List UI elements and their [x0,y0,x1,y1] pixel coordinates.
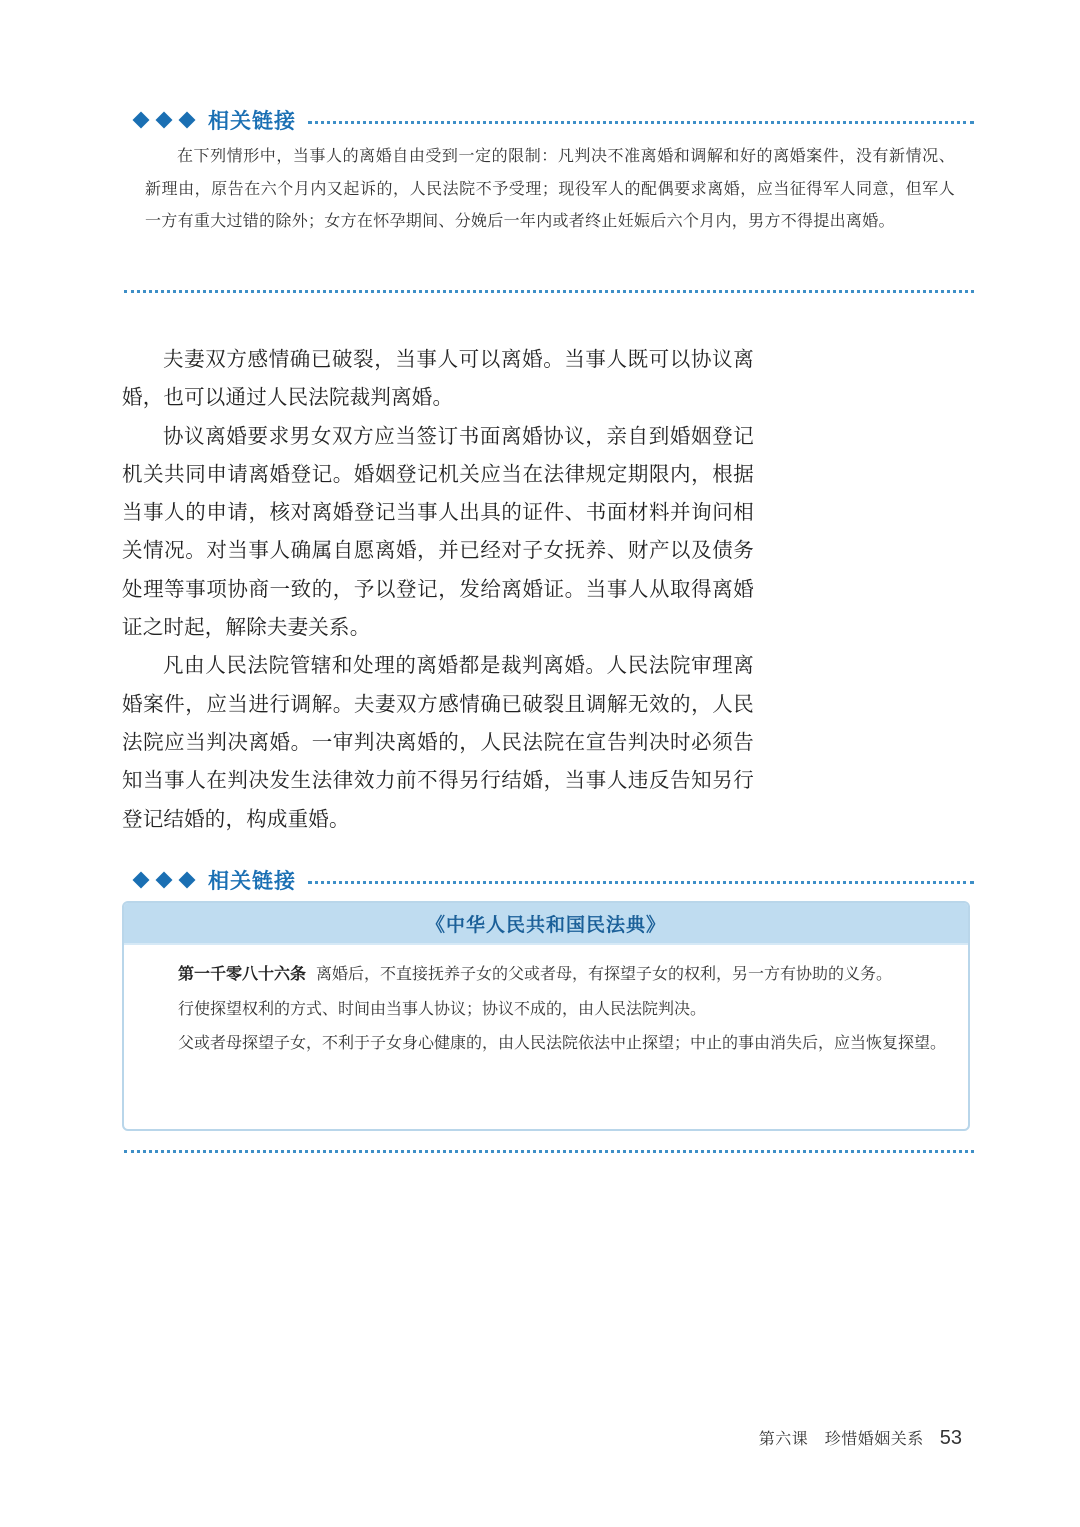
related-link-body-1 [145,140,955,238]
lesson-title: 第六课 珍惜婚姻关系 [758,1429,924,1448]
related-link-header-1 [132,105,974,135]
article-paragraph-2: 行使探望权利的方式、时间由当事人协议；协议不成的，由人民法院判决。 [178,998,707,1018]
main-paragraph-3: 凡由人民法院管辖和处理的离婚都是裁判离婚。人民法院审理离婚案件，应当进行调解。夫妻双方感情确已破裂且调解无效的，人民法院应当判决离婚。一审判决离婚的，人民法院在宣告判决时必须告知当事人在判决发生法律效力前不得另行结婚，当事人违反告知另行登记结婚的，构成重婚。 [122,653,754,831]
dotted-divider [308,121,974,124]
article-paragraph-3: 父或者母探望子女，不利于子女身心健康的，由人民法院依法中止探望；中止的事由消失后，应当恢复探望。 [178,1033,947,1052]
article-paragraph-1 [146,957,946,992]
civil-code-box-body [124,945,968,1061]
dotted-separator-1 [124,290,974,293]
related-link-header-2 [132,865,974,895]
related-link-title-1: 相关链接 [208,109,296,133]
diamond-bullets-icon [132,114,196,126]
main-text [122,340,754,838]
diamond-bullets-icon [132,874,196,886]
dotted-divider [308,881,974,884]
dotted-separator-2 [124,1150,974,1153]
related-link-title-2: 相关链接 [208,869,296,893]
article-text-1: 离婚后，不直接抚养子女的父或者母，有探望子女的权利，另一方有协助的义务。 [316,964,893,983]
civil-code-title: 《中华人民共和国民法典》 [425,913,666,936]
page-footer [759,1426,962,1450]
main-paragraph-2: 协议离婚要求男女双方应当签订书面离婚协议，亲自到婚姻登记机关共同申请离婚登记。婚姻登记机关应当在法律规定期限内，根据当事人的申请，核对离婚登记当事人出具的证件、书面材料并询问相关情况。对当事人确属自愿离婚，并已经对子女抚养、财产以及债务处理等事项协商一致的，予以登记，发给离婚证。当事人从取得离婚证之时起，解除夫妻关系。 [122,423,754,640]
related-link-text-1: 在下列情形中，当事人的离婚自由受到一定的限制：凡判决不准离婚和调解和好的离婚案件，没有新情况、新理由，原告在六个月内又起诉的，人民法院不予受理；现役军人的配偶要求离婚，应当征得军人同意，但军人一方有重大过错的除外；女方在怀孕期间、分娩后一年内或者终止妊娠后六个月内，男方不得提出离婚。 [145,146,955,230]
article-number: 第一千零八十六条 [178,964,307,983]
page-number: 53 [939,1427,962,1449]
civil-code-box [122,901,970,1131]
main-paragraph-1: 夫妻双方感情确已破裂，当事人可以离婚。当事人既可以协议离婚，也可以通过人民法院裁判离婚。 [122,347,754,410]
civil-code-box-header [124,903,968,945]
